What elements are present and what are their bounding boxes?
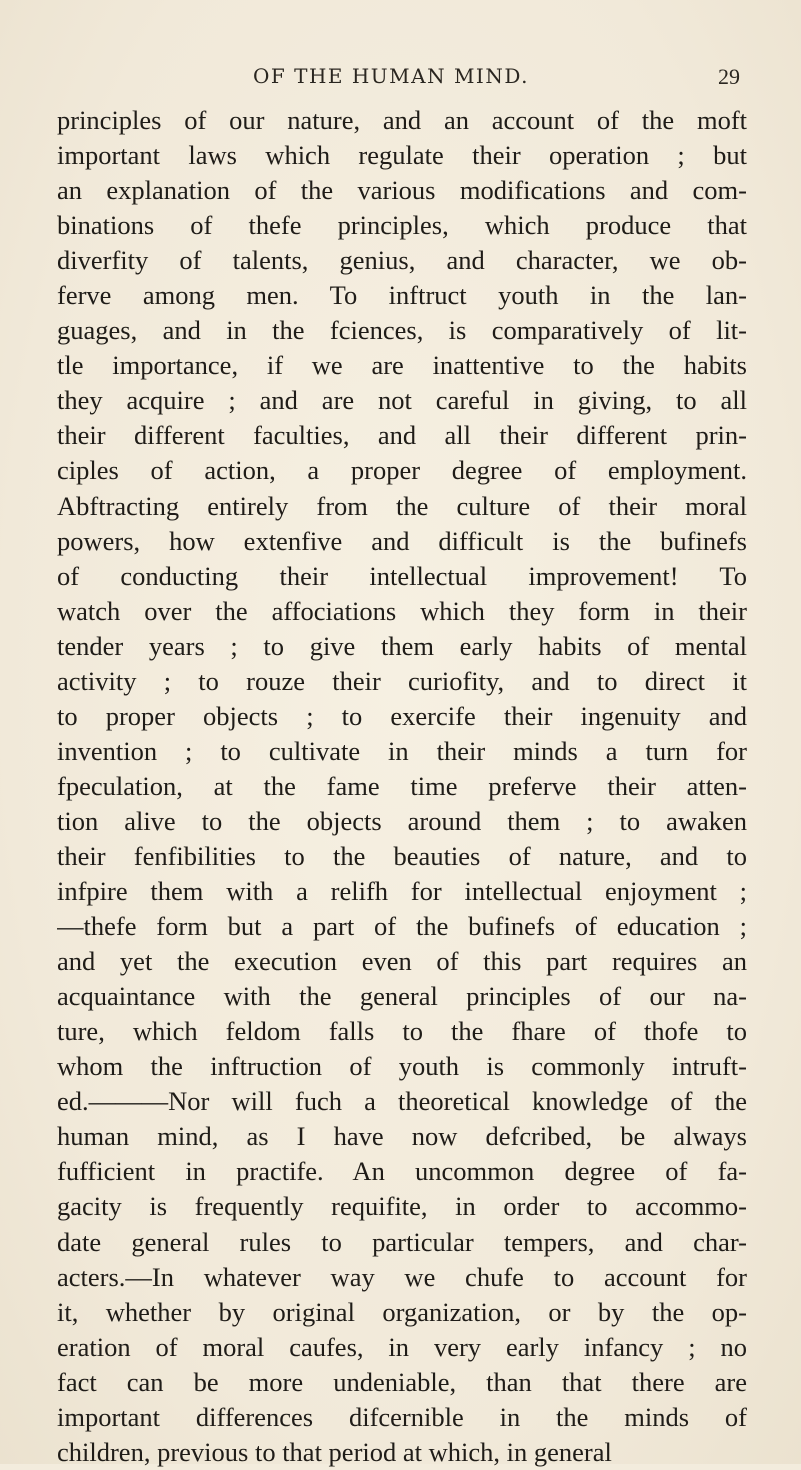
- text-line: acters.—In whatever way we chufe to account for: [57, 1261, 747, 1292]
- running-head: OF THE HUMAN MIND.: [253, 64, 530, 88]
- text-line: children, previous to that period at which, in general: [57, 1436, 612, 1467]
- page-header: [0, 64, 801, 94]
- text-line: fact can be more undeniable, than that there are: [57, 1366, 747, 1397]
- text-line: guages, and in the fciences, is comparatively of lit-: [57, 315, 747, 346]
- text-line: eration of moral caufes, in very early infancy ; no: [57, 1331, 747, 1362]
- text-line: activity ; to rouze their curiofity, and to direct it: [57, 665, 747, 696]
- text-line: ture, which feldom falls to the fhare of thofe to: [57, 1016, 747, 1047]
- text-line: tion alive to the objects around them ; to awaken: [57, 805, 747, 836]
- text-line: fpeculation, at the fame time preferve their atten-: [57, 770, 747, 801]
- text-line: tle importance, if we are inattentive to the habits: [57, 350, 747, 381]
- text-line: tender years ; to give them early habits of mental: [57, 630, 747, 661]
- text-line: important differences difcernible in the minds of: [57, 1401, 747, 1432]
- text-line: they acquire ; and are not careful in giving, to all: [57, 385, 747, 416]
- text-line: an explanation of the various modifications and com-: [57, 175, 747, 206]
- text-line: binations of thefe principles, which produce that: [57, 210, 747, 241]
- body-text: [57, 103, 747, 1470]
- text-line: whom the inftruction of youth is commonly intruft-: [57, 1051, 747, 1082]
- text-line: Abftracting entirely from the culture of their moral: [57, 490, 747, 521]
- text-line: acquaintance with the general principles of our na-: [57, 981, 747, 1012]
- text-line: ed.———Nor will fuch a theoretical knowledge of the: [57, 1086, 747, 1117]
- text-line: of conducting their intellectual improvement! To: [57, 560, 747, 591]
- text-line: infpire them with a relifh for intellectual enjoyment ;: [57, 876, 747, 907]
- text-line: fufficient in practife. An uncommon degree of fa-: [57, 1156, 747, 1187]
- text-line: powers, how extenfive and difficult is the bufinefs: [57, 525, 747, 556]
- text-line: date general rules to particular tempers, and char-: [57, 1226, 747, 1257]
- text-line: ferve among men. To inftruct youth in the lan-: [57, 280, 747, 311]
- text-line: it, whether by original organization, or by the op-: [57, 1296, 747, 1327]
- text-line: watch over the affociations which they form in their: [57, 595, 747, 626]
- text-line: to proper objects ; to exercife their ingenuity and: [57, 700, 747, 731]
- text-line: their different faculties, and all their different prin-: [57, 420, 747, 451]
- text-line: ciples of action, a proper degree of employment.: [57, 455, 747, 486]
- text-line: important laws which regulate their operation ; but: [57, 140, 747, 171]
- text-line: and yet the execution even of this part requires an: [57, 946, 747, 977]
- text-line: invention ; to cultivate in their minds a turn for: [57, 735, 747, 766]
- text-line: —thefe form but a part of the bufinefs of education ;: [57, 911, 747, 942]
- text-line: gacity is frequently requifite, in order to accommo-: [57, 1191, 747, 1222]
- text-line: diverfity of talents, genius, and character, we ob-: [57, 245, 747, 276]
- text-line: their fenfibilities to the beauties of nature, and to: [57, 840, 747, 871]
- text-line: principles of our nature, and an account of the moft: [57, 105, 747, 135]
- page-number: 29: [718, 64, 740, 89]
- text-line: human mind, as I have now defcribed, be always: [57, 1121, 747, 1152]
